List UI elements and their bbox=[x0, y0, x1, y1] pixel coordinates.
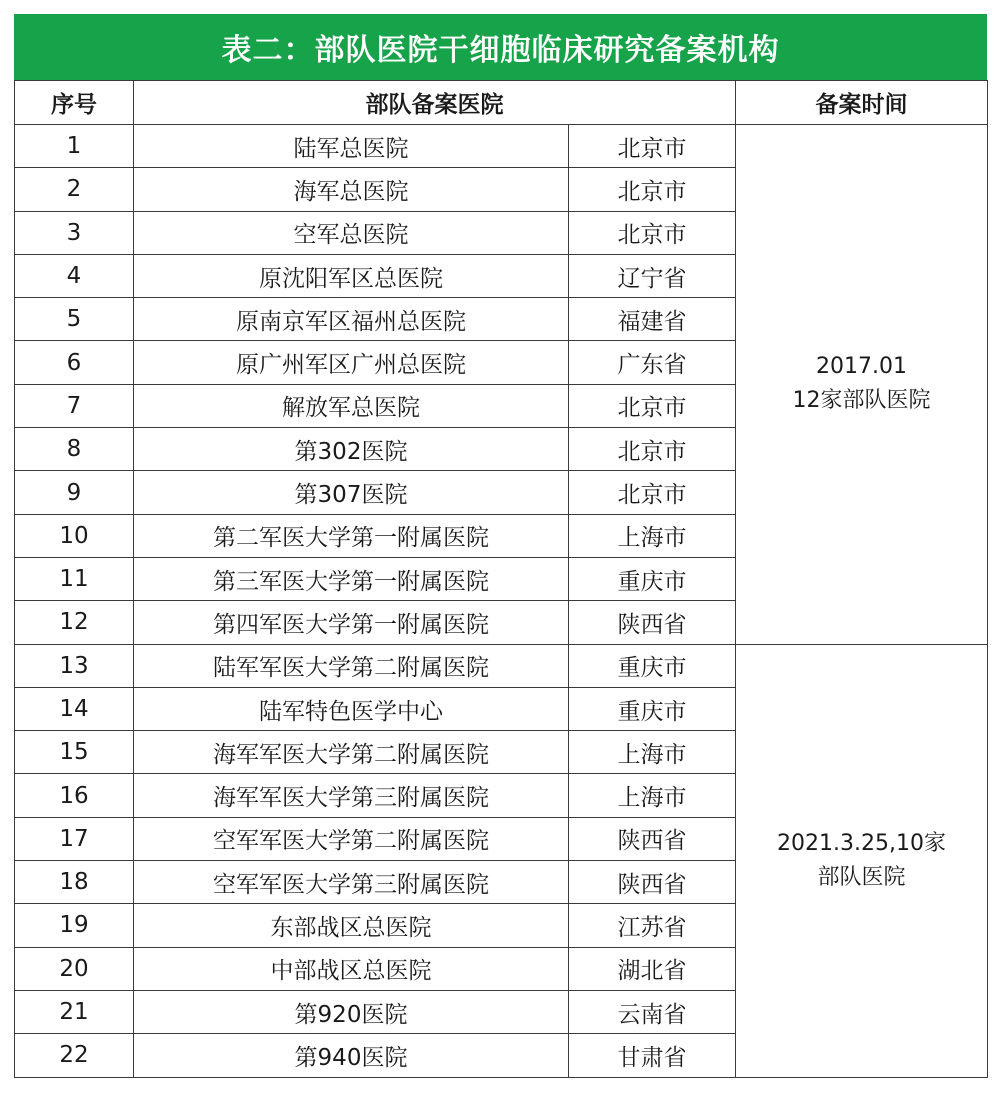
cell-hospital: 陆军军医大学第二附属医院 bbox=[134, 644, 569, 687]
cell-hospital: 东部战区总医院 bbox=[134, 904, 569, 947]
cell-hospital: 第307医院 bbox=[134, 471, 569, 514]
cell-seq: 8 bbox=[15, 428, 134, 471]
cell-seq: 13 bbox=[15, 644, 134, 687]
cell-seq: 19 bbox=[15, 904, 134, 947]
cell-region: 湖北省 bbox=[569, 947, 736, 990]
cell-region: 陕西省 bbox=[569, 861, 736, 904]
header-time: 备案时间 bbox=[736, 81, 988, 125]
cell-region: 广东省 bbox=[569, 341, 736, 384]
cell-seq: 22 bbox=[15, 1034, 134, 1077]
cell-region: 辽宁省 bbox=[569, 254, 736, 297]
cell-seq: 20 bbox=[15, 947, 134, 990]
cell-hospital: 解放军总医院 bbox=[134, 384, 569, 427]
cell-region: 重庆市 bbox=[569, 557, 736, 600]
cell-hospital: 原南京军区福州总医院 bbox=[134, 298, 569, 341]
cell-hospital: 第三军医大学第一附属医院 bbox=[134, 557, 569, 600]
cell-seq: 2 bbox=[15, 168, 134, 211]
cell-filing-period bbox=[736, 644, 988, 1077]
filing-period-line2: 12家部队医院 bbox=[792, 388, 931, 414]
table-row bbox=[15, 125, 988, 168]
cell-hospital: 第302医院 bbox=[134, 428, 569, 471]
cell-region: 陕西省 bbox=[569, 817, 736, 860]
cell-region: 北京市 bbox=[569, 125, 736, 168]
table-title: 表二：部队医院干细胞临床研究备案机构 bbox=[14, 14, 987, 80]
cell-seq: 6 bbox=[15, 341, 134, 384]
cell-region: 重庆市 bbox=[569, 687, 736, 730]
cell-hospital: 海军军医大学第三附属医院 bbox=[134, 774, 569, 817]
cell-region: 北京市 bbox=[569, 211, 736, 254]
table-row bbox=[15, 644, 988, 687]
cell-region: 陕西省 bbox=[569, 601, 736, 644]
cell-hospital: 第940医院 bbox=[134, 1034, 569, 1077]
cell-seq: 12 bbox=[15, 601, 134, 644]
table-body bbox=[15, 125, 988, 1078]
header-row bbox=[15, 81, 988, 125]
cell-region: 北京市 bbox=[569, 168, 736, 211]
cell-region: 北京市 bbox=[569, 428, 736, 471]
header-seq: 序号 bbox=[15, 81, 134, 125]
cell-hospital: 第四军医大学第一附属医院 bbox=[134, 601, 569, 644]
cell-hospital: 原广州军区广州总医院 bbox=[134, 341, 569, 384]
cell-seq: 3 bbox=[15, 211, 134, 254]
cell-region: 云南省 bbox=[569, 990, 736, 1033]
cell-seq: 5 bbox=[15, 298, 134, 341]
cell-region: 福建省 bbox=[569, 298, 736, 341]
cell-hospital: 中部战区总医院 bbox=[134, 947, 569, 990]
cell-region: 北京市 bbox=[569, 384, 736, 427]
cell-hospital: 空军总医院 bbox=[134, 211, 569, 254]
cell-seq: 7 bbox=[15, 384, 134, 427]
cell-seq: 18 bbox=[15, 861, 134, 904]
cell-region: 上海市 bbox=[569, 514, 736, 557]
filing-period-line2: 部队医院 bbox=[817, 864, 906, 890]
cell-seq: 1 bbox=[15, 125, 134, 168]
cell-hospital: 陆军特色医学中心 bbox=[134, 687, 569, 730]
cell-seq: 9 bbox=[15, 471, 134, 514]
cell-hospital: 第920医院 bbox=[134, 990, 569, 1033]
cell-seq: 10 bbox=[15, 514, 134, 557]
cell-seq: 4 bbox=[15, 254, 134, 297]
cell-hospital: 空军军医大学第三附属医院 bbox=[134, 861, 569, 904]
cell-region: 上海市 bbox=[569, 774, 736, 817]
filing-period-line1: 2017.01 bbox=[816, 354, 907, 380]
cell-region: 上海市 bbox=[569, 731, 736, 774]
cell-seq: 14 bbox=[15, 687, 134, 730]
cell-region: 北京市 bbox=[569, 471, 736, 514]
hospital-table bbox=[14, 80, 988, 1078]
cell-seq: 16 bbox=[15, 774, 134, 817]
header-hospital: 部队备案医院 bbox=[134, 81, 736, 125]
cell-hospital: 陆军总医院 bbox=[134, 125, 569, 168]
cell-filing-period bbox=[736, 125, 988, 645]
cell-hospital: 空军军医大学第二附属医院 bbox=[134, 817, 569, 860]
document-table-wrapper bbox=[14, 14, 987, 1078]
cell-hospital: 海军总医院 bbox=[134, 168, 569, 211]
cell-seq: 21 bbox=[15, 990, 134, 1033]
cell-seq: 11 bbox=[15, 557, 134, 600]
cell-hospital: 第二军医大学第一附属医院 bbox=[134, 514, 569, 557]
cell-seq: 15 bbox=[15, 731, 134, 774]
cell-hospital: 海军军医大学第二附属医院 bbox=[134, 731, 569, 774]
cell-hospital: 原沈阳军区总医院 bbox=[134, 254, 569, 297]
cell-region: 甘肃省 bbox=[569, 1034, 736, 1077]
cell-region: 江苏省 bbox=[569, 904, 736, 947]
filing-period-line1: 2021.3.25,10家 bbox=[777, 830, 946, 856]
cell-seq: 17 bbox=[15, 817, 134, 860]
cell-region: 重庆市 bbox=[569, 644, 736, 687]
